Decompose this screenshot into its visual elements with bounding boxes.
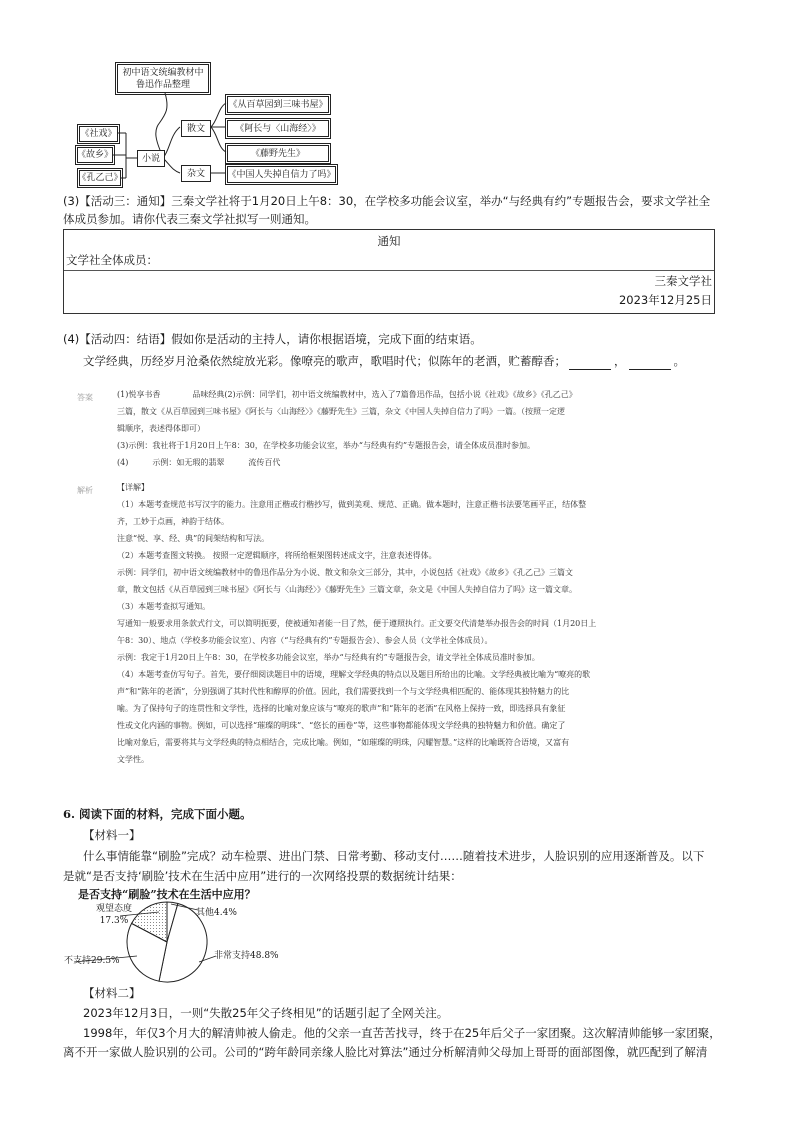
notice-signature: 三秦文学社: [654, 274, 712, 288]
q4-end: 。: [673, 354, 685, 368]
q6-heading: 6. 阅读下面的材料，完成下面小题。: [63, 807, 252, 821]
material-2-label: 【材料二】: [83, 986, 141, 1000]
mind-map-zawen: 杂文: [181, 165, 211, 182]
analysis-line: 齐，工妙于点画，神韵于结体。: [117, 517, 229, 526]
mind-map-essay-item: 《阿长与〈山海经〉》: [227, 120, 329, 137]
mind-map-essay-item: 《藤野先生》: [227, 145, 329, 162]
notice-date: 2023年12月25日: [618, 293, 712, 307]
q4-line2: [83, 352, 685, 370]
analysis-line: 章，散文包括《从百草园到三味书屋》《阿长与〈山海经〉》《藤野先生》三篇文章，杂文是《中国人失掉自信力了吗》这一篇文章。: [117, 585, 577, 594]
notice-divider: [64, 270, 714, 271]
pie-label-support: 非常支持48.8%: [214, 951, 279, 961]
mind-map-novel-item: 《故乡》: [77, 147, 113, 163]
analysis-line: 文学性。: [117, 755, 149, 764]
q4-line1: (4)【活动四：结语】假如你是活动的主持人，请你根据语境，完成下面的结束语。: [63, 332, 482, 346]
mind-map-essay-item: 《从百草园到三味书屋》: [227, 96, 329, 113]
mind-map-novel-item: 《孔乙己》: [79, 170, 121, 186]
q3-line2: 体成员参加。请你代表三秦文学社拟写一则通知。: [63, 212, 316, 226]
material-2-para-1: 2023年12月3日，一则“失散25年父子终相见”的话题引起了全网关注。: [83, 1006, 449, 1020]
analysis-line: （4）本题考查仿写句子。首先，要仔细阅读题目中的语境，理解文学经典的特点以及题目所给出的比喻。文学经典被比喻为“嘹亮的歌: [117, 670, 591, 679]
analysis-line: 示例：我定于1月20日上午8：30，在学校多功能会议室，举办“与经典有约”专题报告会，请文学社全体成员准时参加。: [117, 653, 540, 662]
q4-prompt: 文学经典，历经岁月沧桑依然绽放光彩。像嘹亮的歌声，歌唱时代；似陈年的老酒，贮蓄醇香；: [83, 354, 566, 368]
analysis-line: 性或文化内涵的事物。例如，可以选择“璀璨的明珠”、“悠长的画卷”等，这些事物都能体现文学经典的独特魅力和价值。确定了: [117, 721, 566, 730]
analysis-line: 写通知一般要求用条款式行文，可以简明扼要，使被通知者能一目了然，便于遵照执行。正文要交代清楚举办报告会的时间（1月20日上: [117, 619, 597, 628]
analysis-line: 午8：30）、地点（学校多功能会议室）、内容（“与经典有约”专题报告会）、参会人员（文学社全体成员）。: [117, 636, 493, 645]
notice-title: 通知: [377, 234, 401, 248]
analysis-line: 【详解】: [117, 483, 149, 492]
notice-addressee: 文学社全体成员：: [66, 253, 158, 267]
analysis-line: 比喻对象后，需要将其与文学经典的特点相结合，完成比喻。例如，“如璀璨的明珠，闪耀智慧。”这样的比喻既符合语境，又富有: [117, 738, 570, 747]
chart-title: 是否支持“刷脸”技术在生活中应用？: [78, 888, 256, 901]
pie-label-against: 不支持29.5%: [64, 956, 120, 966]
analysis-line: （2）本题考查图文转换。 按照一定逻辑顺序，将所给框架图转述成文字，注意表述得体。: [117, 551, 437, 560]
pie-label-watch: 观望态度 17.3%: [96, 904, 133, 926]
material-2-para-2b: 离不开一家做人脸识别的公司。公司的“跨年龄同亲缘人脸比对算法”通过分析解清帅父母加上哥哥的面部图像，就匹配到了解清: [63, 1045, 708, 1059]
analysis-line: （3）本题考查拟写通知。: [117, 602, 211, 611]
mind-map-root: 初中语文统编教材中 鲁迅作品整理: [117, 64, 209, 93]
material-1-label: 【材料一】: [83, 828, 141, 842]
analysis-line: 喻。为了保持句子的连贯性和文学性，选择的比喻对象应该与“嘹亮的歌声”和“陈年的老酒”在风格上保持一致，即选择具有象征: [117, 704, 566, 713]
mind-map-novel-item: 《社戏》: [79, 126, 118, 142]
pie-label-other: 其他4.4%: [196, 908, 237, 918]
analysis-line: 声”和“陈年的老酒”，分别强调了其时代性和醇厚的价值。因此，我们需要找到一个与文学经典相匹配的、能体现其独特魅力的比: [117, 687, 570, 696]
mind-map-zawen-item: 《中国人失掉自信力了吗》: [227, 166, 336, 183]
answer-line: (4) 示例：如无瑕的翡翠 流传百代: [117, 458, 281, 467]
analysis-line: （1）本题考查规范书写汉字的能力。注意用正楷或行楷抄写，做到美观、规范、正确。做本题时，注意正楷书法要笔画平正，结体整: [117, 500, 587, 509]
mind-map-essay: 散文: [181, 120, 211, 137]
answer-line: 三篇，散文《从百草园到三味书屋》《阿长与〈山海经〉》《藤野先生》三篇，杂文《中国人失掉自信力了吗》一篇。（按照一定逻: [117, 407, 565, 416]
q3-line1: (3)【活动三：通知】三秦文学社将于1月20日上午8：30，在学校多功能会议室，举办“与经典有约”专题报告会，要求文学社全: [63, 194, 711, 208]
answer-blank-2[interactable]: [629, 357, 671, 370]
material-1-para-a: 什么事情能靠“刷脸”完成？动车检票、进出门禁、日常考勤、移动支付……随着技术进步，人脸识别的应用逐渐普及。以下: [83, 849, 705, 863]
answer-line: (3)示例：我社将于1月20日上午8：30，在学校多功能会议室，举办“与经典有约”专题报告会，请全体成员准时参加。: [117, 441, 536, 450]
mind-map-novel: 小说: [137, 150, 165, 167]
analysis-line: 示例：同学们，初中语文统编教材中的鲁迅作品分为小说、散文和杂文三部分，其中，小说包括《社戏》《故乡》《孔乙己》三篇文: [117, 568, 573, 577]
answer-line: (1)悦享书香 品味经典(2)示例：同学们，初中语文统编教材中，选入了7篇鲁迅作品，包括小说《社戏》《故乡》《孔乙己》: [117, 390, 577, 399]
answer-blank-1[interactable]: [569, 357, 611, 370]
q4-sep: ，: [614, 354, 626, 368]
material-1-para-b: 是就“是否支持‘刷脸’技术在生活中应用”进行的一次网络投票的数据统计结果：: [63, 869, 462, 883]
analysis-line: 注意“悦、享、经、典”的间架结构和写法。: [117, 534, 270, 543]
answer-line: 辑顺序，表述得体即可）: [117, 424, 205, 433]
material-2-para-2a: 1998年，年仅3个月大的解清帅被人偷走。他的父亲一直苦苦找寻，终于在25年后父子一家团聚。这次解清帅能够一家团聚，: [83, 1026, 721, 1040]
notice-box: [63, 229, 715, 314]
answer-label: 答案: [77, 393, 93, 402]
analysis-label: 解析: [77, 486, 93, 495]
